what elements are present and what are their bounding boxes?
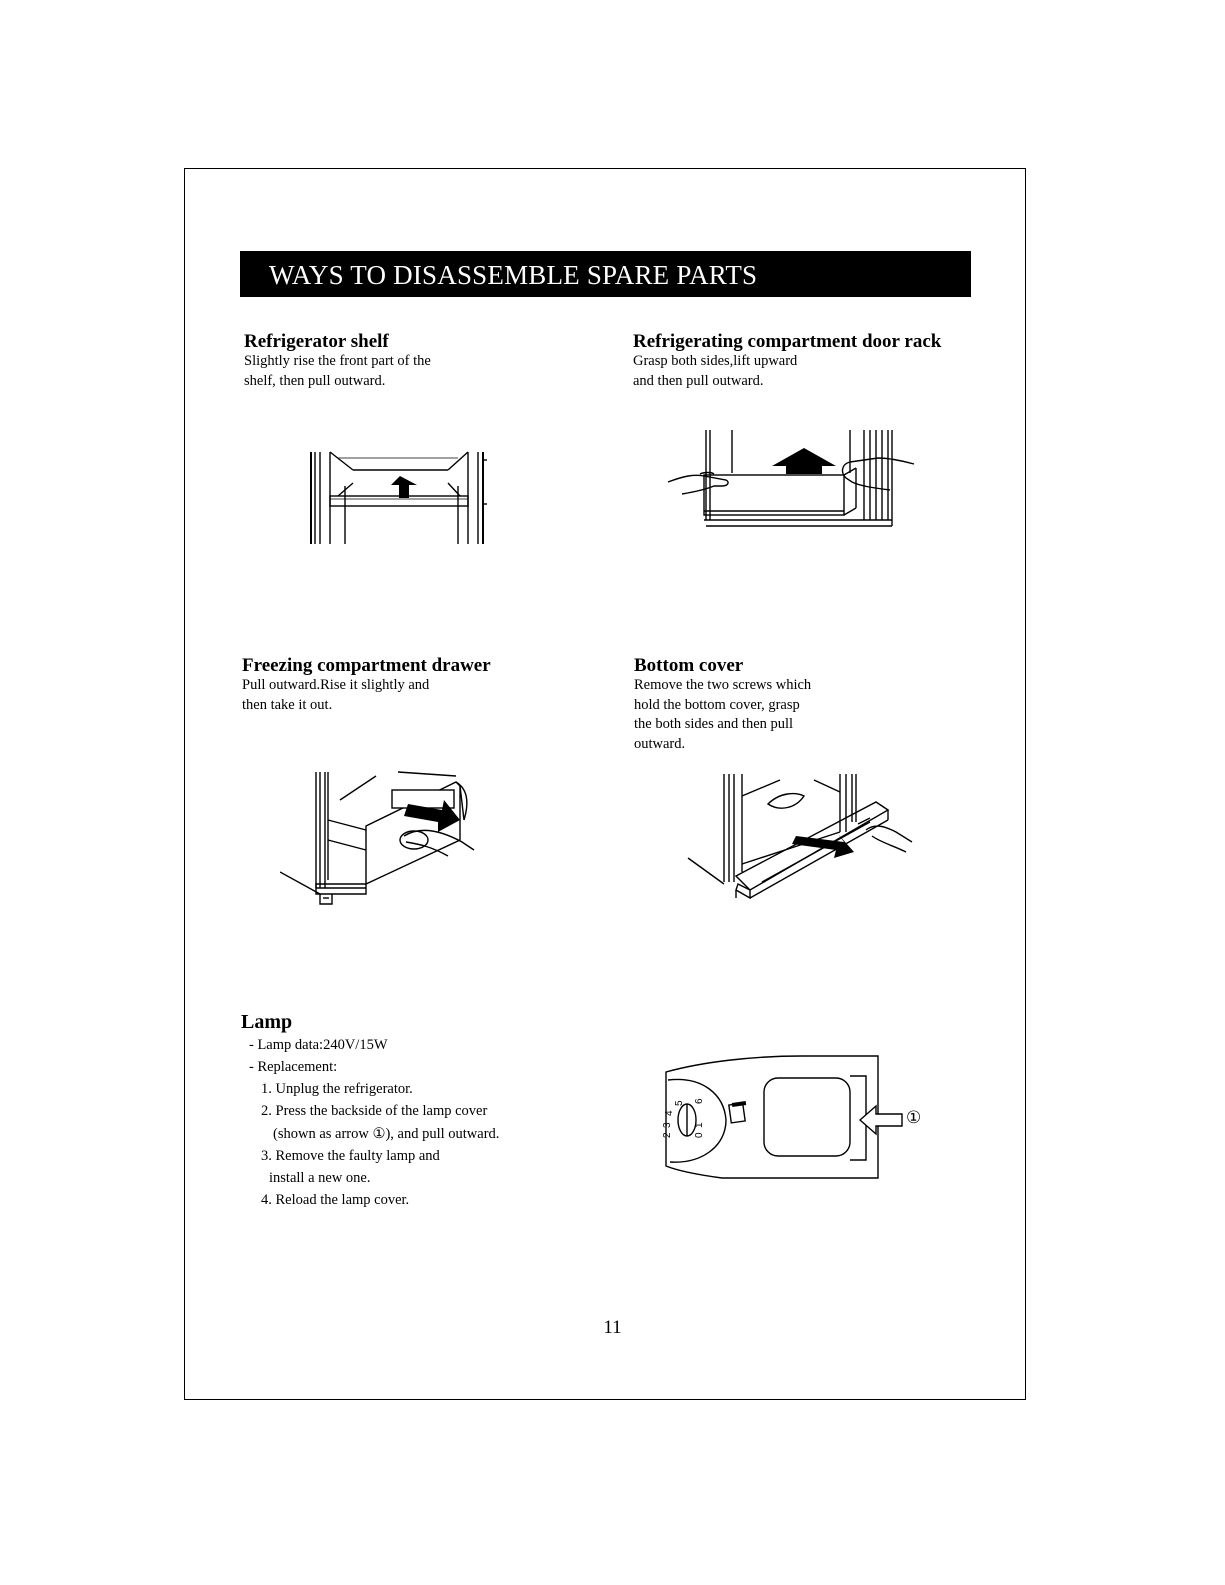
dial-number-5: 5	[674, 1100, 685, 1106]
drawer-illustration	[280, 770, 480, 908]
shelf-heading: Refrigerator shelf	[244, 331, 389, 352]
bottom-cover-line-3: the both sides and then pull	[634, 716, 794, 732]
drawer-instructions	[242, 676, 429, 715]
shelf-illustration	[308, 448, 490, 546]
page-title-banner: WAYS TO DISASSEMBLE SPARE PARTS	[240, 251, 971, 297]
bottom-cover-line-4: outward.	[634, 735, 686, 752]
door-rack-heading: Refrigerating compartment door rack	[633, 331, 942, 352]
bottom-cover-illustration	[684, 772, 916, 902]
bottom-cover-instructions	[634, 676, 811, 754]
dial-number-1: 1	[694, 1122, 705, 1128]
lamp-step-4: 4. Reload the lamp cover.	[261, 1192, 410, 1208]
shelf-line-1: Slightly rise the front part of the	[244, 353, 431, 369]
lamp-data-line: - Lamp data:240V/15W	[249, 1037, 388, 1053]
drawer-line-2: then take it out.	[242, 696, 333, 713]
lamp-step-1: 1. Unplug the refrigerator.	[261, 1081, 413, 1097]
door-rack-illustration	[664, 428, 920, 532]
drawer-heading: Freezing compartment drawer	[242, 655, 491, 676]
lamp-replacement-line: - Replacement:	[249, 1059, 338, 1075]
bottom-cover-line-2: hold the bottom cover, grasp	[634, 696, 800, 713]
arrow-label: ①	[906, 1108, 922, 1128]
dial-number-6: 6	[694, 1098, 705, 1104]
page-number: 11	[603, 1317, 622, 1338]
lamp-heading: Lamp	[241, 1011, 293, 1033]
bottom-cover-heading: Bottom cover	[634, 655, 744, 676]
door-rack-line-1: Grasp both sides,lift upward	[633, 353, 798, 369]
shelf-line-2: shelf, then pull outward.	[244, 372, 386, 389]
lamp-step-3: 3. Remove the faulty lamp and	[261, 1148, 440, 1164]
door-rack-instructions	[633, 352, 797, 391]
drawer-line-1: Pull outward.Rise it slightly and	[242, 677, 430, 693]
shelf-instructions	[244, 352, 431, 391]
dial-number-0: 0	[694, 1132, 705, 1138]
dial-number-3: 3	[662, 1122, 673, 1128]
dial-number-2: 2	[662, 1132, 673, 1138]
dial-number-4: 4	[664, 1110, 675, 1116]
lamp-step-2-cont: (shown as arrow ①), and pull outward.	[273, 1126, 500, 1142]
lamp-step-3-cont: install a new one.	[269, 1170, 371, 1186]
lamp-step-2: 2. Press the backside of the lamp cover	[261, 1103, 488, 1119]
bottom-cover-line-1: Remove the two screws which	[634, 677, 812, 693]
door-rack-line-2: and then pull outward.	[633, 372, 764, 389]
lamp-cover-illustration	[662, 1054, 934, 1184]
